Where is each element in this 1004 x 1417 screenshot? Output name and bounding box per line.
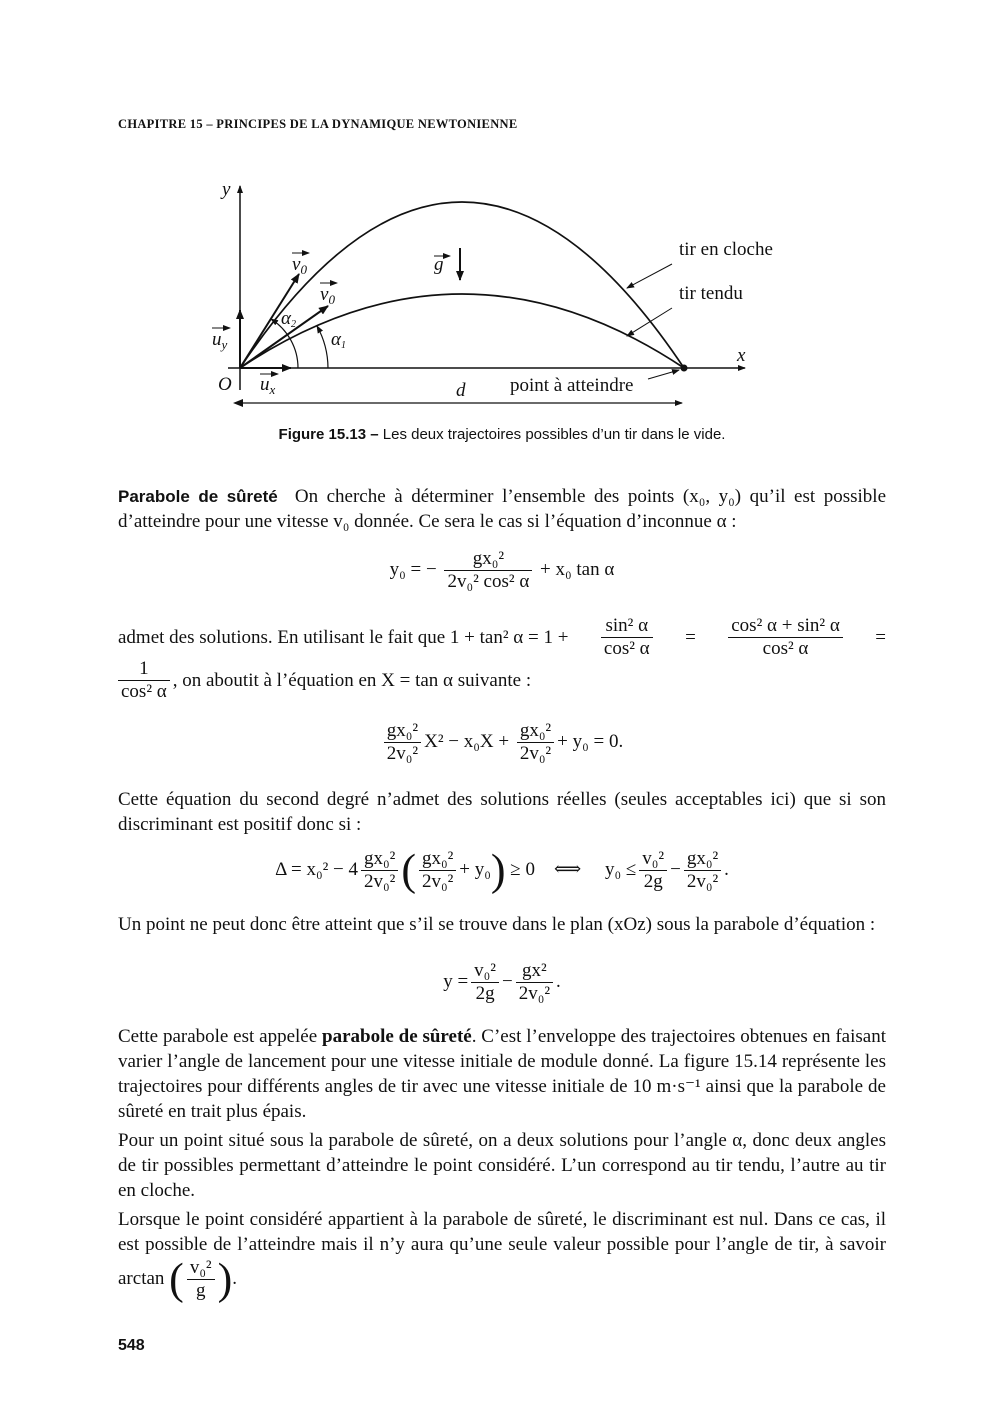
alpha2-label: α2 (281, 308, 296, 330)
trajectory-cloche (240, 202, 684, 368)
tir-tendu-label: tir tendu (679, 283, 743, 304)
paragraph-text: admet des solutions. En utilisant le fait que 1 + tan² α = 1 + (118, 627, 569, 648)
ux-label (260, 374, 278, 397)
svg-text:g: g (434, 254, 444, 275)
trajectory-figure (110, 170, 800, 420)
point-a-atteindre-label: point à atteindre (510, 375, 634, 396)
paragraph-parabole-surete (118, 484, 886, 534)
equation-discriminant: Δ = x₀² − 4 $\frac{\text{gx₀²}}{\text{2v₀²}}$ ( $\frac{\text{gx₀²}}{\text{2v₀²}}$ + y₀) ≥ 0 ⟺ y₀ ≤ $\frac{\text{v₀²}}{2g}$ − $\frac{\text{gx₀²}}{\text{2v₀²}}$ . (275, 845, 729, 895)
section-run-in-title: Parabole de sûreté (118, 487, 278, 506)
paragraph-text: On cherche à déterminer l’ensemble des points (x₀, y₀) qu’il est possible d’atteindre pour une vitesse v₀ donnée. Ce sera le cas si l’équation d’inconnue α : (118, 486, 887, 532)
paragraph-text: , on aboutit à l’équation en X = tan α suivante : (172, 670, 532, 691)
equation-trajectory (118, 548, 886, 593)
x-axis-label: x (737, 345, 746, 366)
leader-tendu (627, 308, 672, 336)
caption-separator: – (370, 426, 379, 443)
running-header: CHAPITRE 15 – PRINCIPES DE LA DYNAMIQUE NEWTONIENNE (118, 117, 518, 131)
caption-label: Figure 15.13 (278, 426, 367, 443)
leader-cloche (627, 264, 672, 288)
eq-tail: + x₀ tan α (540, 558, 615, 580)
uy-label (212, 328, 230, 352)
paragraph-discriminant-nul: Lorsque le point considéré appartient à la parabole de sûreté, le discriminant est nul. Dans ce cas, il est possible de l’atteindre mais il n’y aura qu’une seule valeur possible pour l’angle de tir, à savoir arctan ( $\frac{\text{v₀²}}{g}$ ). (118, 1209, 886, 1304)
svg-text:uy: $u_y$ (212, 329, 228, 352)
paragraph-deux-solutions: Pour un point situé sous la parabole de sûreté, on a deux solutions pour l’angle α, donc deux angles de tir possibles permettant d’atteindre le point considéré. L’un correspond au tir tendu, l’autre au tir en cloche. (118, 1130, 886, 1201)
leader-point (648, 370, 679, 379)
v0-tendu-label (320, 283, 337, 307)
bold-term: parabole de sûreté (322, 1026, 472, 1047)
paragraph-discriminant: Cette équation du second degré n’admet des solutions réelles (seules acceptables ici) que si son discriminant est positif donc si : (118, 789, 886, 835)
paragraph-plan: Un point ne peut donc être atteint que s’il se trouve dans le plan (xOz) sous la parabole d’équation : (118, 914, 876, 935)
y-axis-label: y (222, 179, 231, 200)
caption-text: Les deux trajectoires possibles d’un tir dans le vide. (382, 426, 726, 443)
tir-en-cloche-label: tir en cloche (679, 239, 773, 260)
eq-lhs: y₀ = − (389, 558, 437, 580)
figure-caption (118, 426, 886, 443)
equation-quadratic: $\frac{\text{gx₀²}}{\text{2v₀²}}$ X² − x₀X + $\frac{\text{gx₀²}}{\text{2v₀²}}$ + y₀ = 0. (118, 720, 886, 765)
origin-label: O (218, 374, 232, 395)
g-label (434, 254, 450, 275)
trajectory-tendu (240, 294, 684, 368)
page-number: 548 (118, 1337, 145, 1354)
svg-text:v0: $v_0$ (292, 254, 307, 277)
v0-cloche-label (292, 253, 309, 277)
d-label: d (456, 380, 466, 401)
fraction: $\frac{\text{gx₀²}}{\text{2v₀² cos² α}}$ (444, 548, 532, 593)
svg-text:ux: $u_x$ (260, 374, 276, 397)
target-point (681, 365, 688, 372)
alpha1-label: α1 (331, 329, 346, 351)
paragraph-enveloppe: Cette parabole est appelée parabole de sûreté. C’est l’enveloppe des trajectoires obtenues en faisant varier l’angle de lancement pour une vitesse initiale de module donné. La figure 15.14 représente les trajectoires pour différents angles de tir avec une vitesse initiale de 10 m·s⁻¹ ainsi que la parabole de sûreté en trait plus épais. (118, 1026, 886, 1122)
svg-text:v0: $v_0$ (320, 284, 335, 307)
equation-parabole-surete: y = $\frac{\text{v₀²}}{2g}$ − $\frac{\text{gx²}}{\text{2v₀²}}$ . (443, 960, 561, 1004)
paragraph-identity: admet des solutions. En utilisant le fait que 1 + tan² α = 1 + $\frac{\text{sin² α}}{\text{cos² α}}$ = $\frac{\text{cos² α + sin² α}}{\text{cos² α}}$ = $\frac{1}{\text{cos² α}}$ , on aboutit à l’équation en X = tan α suivante : (118, 615, 886, 702)
alpha1-arc (317, 326, 328, 368)
